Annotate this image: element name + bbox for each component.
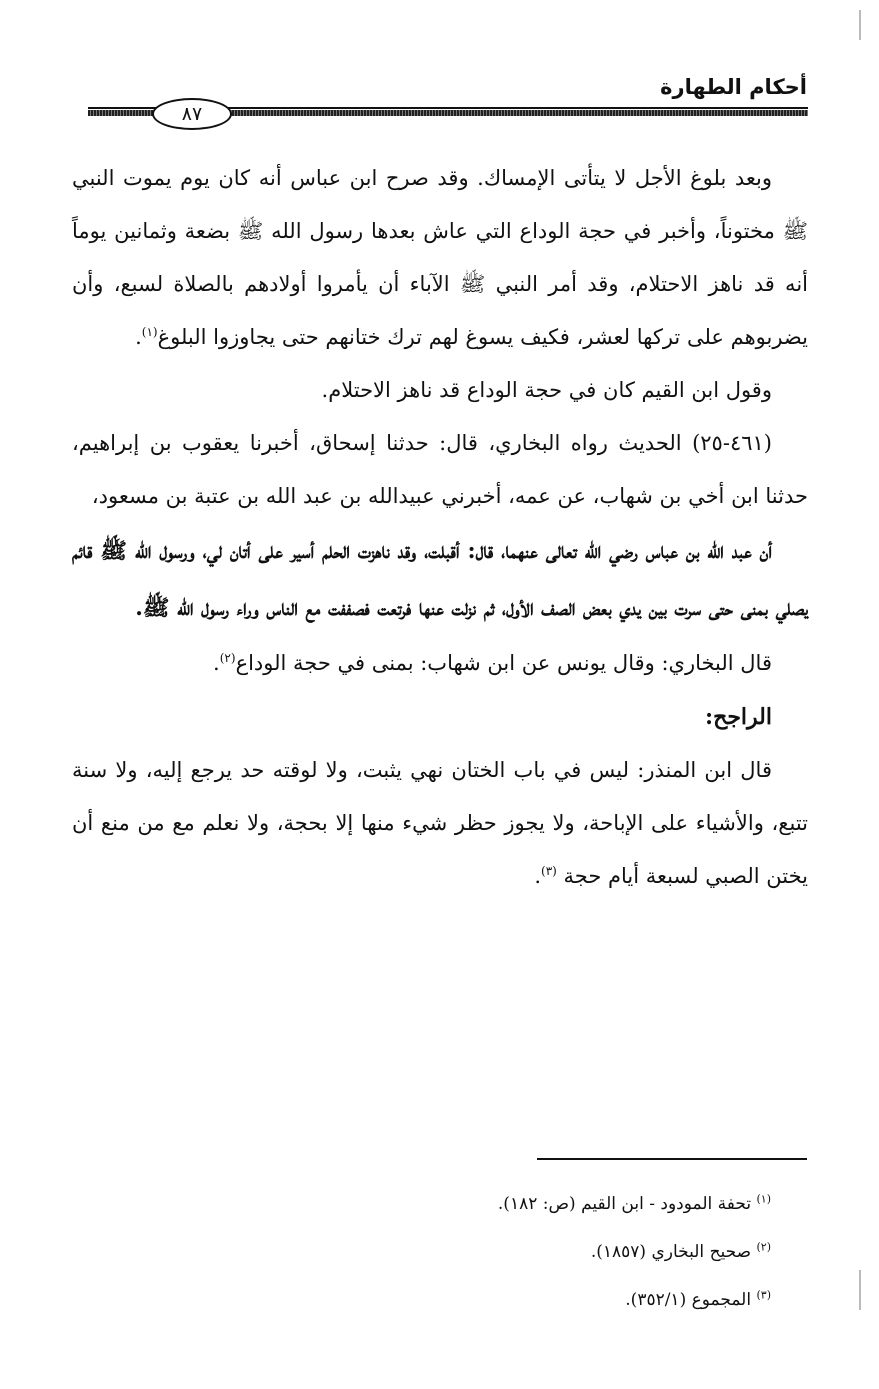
- footnote-ref-1[interactable]: (١): [141, 325, 158, 339]
- scan-edge-mark: [859, 1270, 861, 1310]
- paragraph-text: وبعد بلوغ الأجل لا يتأتى الإمساك. وقد صرح ابن عباس أنه كان يوم يموت النبي ﷺ مختوناً، وأخبر في حجة الوداع التي عاش بعدها رسول الله ﷺ بضعة وثمانين يوماً أنه قد ناهز الاحتلام، وقد أمر النبي ﷺ الآباء أن يأمروا أولادهم بالصلاة لسبع، وأن يضربوهم على تركها لعشر، فكيف يسوغ لهم ترك ختانهم حتى يجاوزوا البلوغ: [72, 166, 808, 349]
- paragraph-ibn-mundhir: [72, 744, 808, 903]
- footnote-number: (٣): [756, 1288, 771, 1302]
- footnote-1: [171, 1180, 771, 1228]
- paragraph-text: وقول ابن القيم كان في حجة الوداع قد ناهز الاحتلام.: [321, 378, 772, 402]
- footnote-text: صحيح البخاري (١٨٥٧).: [590, 1242, 752, 1262]
- page-number: ٨٧: [152, 98, 232, 130]
- section-heading-preferred: الراجح:: [705, 704, 772, 730]
- footnote-number: (٢): [756, 1240, 771, 1254]
- paragraph-text: قال ابن المنذر: ليس في باب الختان نهي يثبت، ولا لوقته حد يرجع إليه، ولا سنة تتبع، والأشياء على الإباحة، ولا يجوز حظر شيء منها إلا بحجة، ولا نعلم مع من منع أن يختن الصبي لسبعة أيام حجة: [72, 758, 808, 888]
- paragraph-text: قال البخاري: وقال يونس عن ابن شهاب: بمنى في حجة الوداع: [235, 651, 772, 675]
- paragraph-bukhari-note: [72, 637, 808, 690]
- running-title: أحكام الطهارة: [660, 75, 807, 99]
- paragraph-tail: .: [534, 864, 542, 888]
- footnote-3: [171, 1276, 771, 1324]
- paragraph-tail: .: [135, 325, 142, 349]
- footnotes: [171, 1180, 771, 1324]
- body-text: [72, 152, 808, 903]
- hadith-body: أن عبد الله بن عباس رضي الله تعالى عنهما، قال: أقبلت، وقد ناهزت الحلم أسير على أتان لي، ورسول الله ﷺ قائم يصلي بمنى حتى سرت بين يدي بعض الصف الأول، ثم نزلت عنها فرتعت فصففت مع الناس وراء رسول الله ﷺ.: [72, 538, 808, 621]
- paragraph-ibn-qayyim-note: [72, 364, 808, 417]
- paragraph-circumcision-age: [72, 152, 808, 364]
- hadith-text: [72, 523, 808, 637]
- footnote-2: [171, 1228, 771, 1276]
- footnote-number: (١): [756, 1192, 771, 1206]
- paragraph-text: (٤٦١-٢٥) الحديث رواه البخاري، قال: حدثنا إسحاق، أخبرنا يعقوب بن إبراهيم، حدثنا ابن أخي بن شهاب، عن عمه، أخبرني عبيدالله بن عبد الله بن عتبة بن مسعود،: [72, 431, 808, 508]
- scan-edge-mark: [859, 10, 861, 40]
- footnote-separator: [537, 1158, 807, 1160]
- footnote-ref-3[interactable]: (٣): [541, 864, 557, 878]
- footnote-text: المجموع (٣٥٢/١).: [625, 1290, 752, 1310]
- footnote-ref-2[interactable]: (٢): [219, 651, 236, 665]
- footnote-text: تحفة المودود - ابن القيم (ص: ١٨٢).: [497, 1194, 752, 1214]
- paragraph-isnad: [72, 417, 808, 523]
- paragraph-tail: .: [213, 651, 220, 675]
